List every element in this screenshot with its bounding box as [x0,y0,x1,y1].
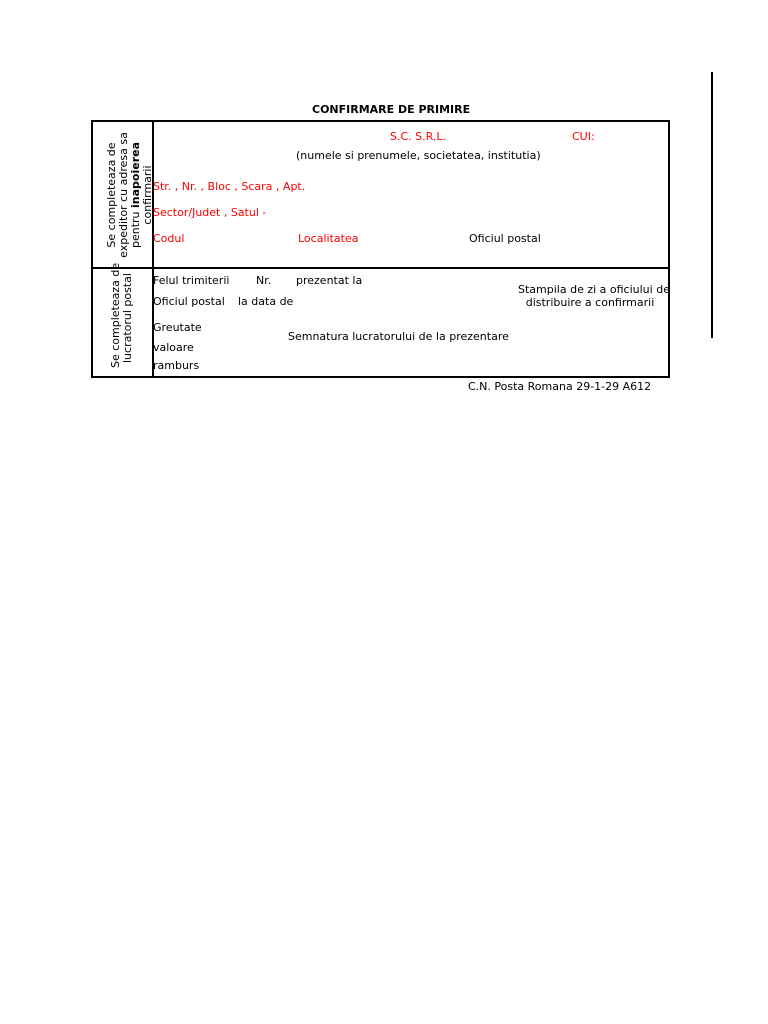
value-label: valoare [153,341,194,354]
sector-field: Sector/Judet , Satul - [153,206,267,219]
section-divider [93,267,668,269]
number-label: Nr. [256,274,272,287]
locality-field: Localitatea [298,232,359,245]
sender-post-office: Oficiul postal [469,232,541,245]
form-title: CONFIRMARE DE PRIMIRE [312,103,471,116]
weight-label: Greutate [153,321,202,334]
sender-side-label-line4: confirmarii [141,165,154,225]
postal-side-label-line2: lucratorul postal [121,273,134,363]
sender-side-label-prefix: pentru [129,207,142,249]
stamp-label-line1: Stampila de zi a oficiului de [518,283,670,296]
postal-side-label [109,262,136,368]
sender-side-label-line1: Se completeaza de [105,142,118,248]
stamp-label-line2: distribuire a confirmarii [525,296,655,309]
page-margin-rule [711,72,713,338]
stamp-label [518,283,670,309]
shipment-type-label: Felul trimiterii [153,274,230,287]
sender-side-label-bold: inapoierea [129,141,142,208]
postal-post-office-label: Oficiul postal [153,295,225,308]
company-field: S.C. S.R.L. [390,130,447,143]
cui-field: CUI: [572,130,595,143]
sender-side-label-line2: expeditor cu adresa sa [117,132,130,258]
sender-side-label [105,120,154,270]
signature-label: Semnatura lucratorului de la prezentare [288,330,509,343]
street-field: Str. , Nr. , Bloc , Scara , Apt. [153,180,306,193]
footer-code: C.N. Posta Romana 29-1-29 A612 [468,380,652,393]
cod-label: ramburs [153,359,200,372]
name-hint: (numele si prenumele, societatea, institutia) [296,149,541,162]
date-label: la data de [238,295,294,308]
presented-at-label: prezentat la [296,274,363,287]
postal-code-field: Codul [153,232,185,245]
postal-side-label-line1: Se completeaza de [109,262,122,368]
